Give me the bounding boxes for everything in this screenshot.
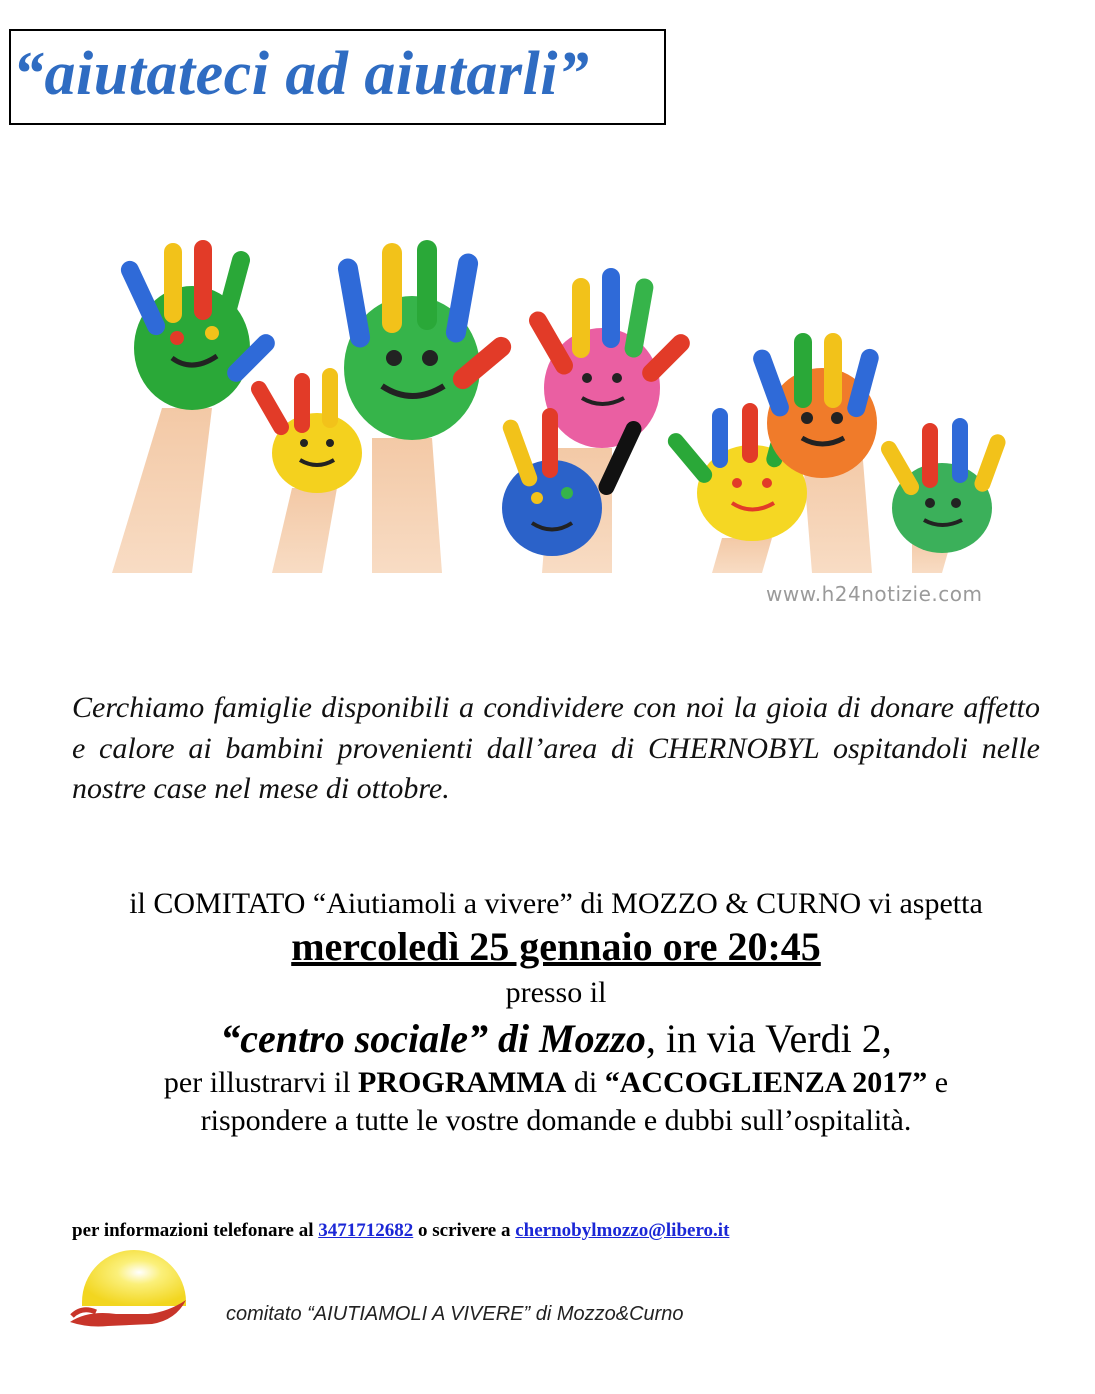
contact-line — [72, 1220, 729, 1242]
program-line — [0, 1064, 1095, 1102]
email-link[interactable]: chernobylmozzo@libero.it — [515, 1220, 730, 1241]
event-details — [0, 884, 1095, 1140]
presso-line: presso il — [505, 976, 607, 1009]
program-post: e — [927, 1066, 949, 1099]
organizer-line: il COMITATO “Aiutiamoli a vivere” di MOZZO & CURNO vi aspetta — [129, 887, 983, 920]
painted-hands-image — [72, 238, 1032, 573]
answers-line: rispondere a tutte le vostre domande e dubbi sull’ospitalità. — [200, 1104, 912, 1137]
title-box — [9, 29, 666, 125]
place-address: , in via Verdi 2, — [645, 1016, 892, 1061]
phone-link[interactable]: 3471712682 — [318, 1220, 414, 1241]
footer-committee: comitato “AIUTIAMOLI A VIVERE” di Mozzo&Curno — [226, 1303, 684, 1325]
place-name: “centro sociale” di Mozzo — [220, 1016, 646, 1061]
program-name: “ACCOGLIENZA 2017” — [604, 1066, 928, 1099]
program-label: PROGRAMMA — [358, 1066, 567, 1099]
page-title: “aiutateci ad aiutarli” — [13, 40, 590, 108]
contact-mid: o scrivere a — [413, 1220, 516, 1241]
event-date: mercoledì 25 gennaio ore 20:45 — [291, 924, 821, 969]
contact-pre: per informazioni telefonare al — [72, 1220, 319, 1241]
program-pre: per illustrarvi il — [163, 1066, 359, 1099]
intro-paragraph: Cerchiamo famiglie disponibili a condividere con noi la gioia di donare affetto e calore ai bambini provenienti dall’area di CHERNOBYL ospitandoli nelle nostre case nel mese di ottobre. — [72, 691, 1040, 805]
committee-logo — [68, 1240, 190, 1334]
event-place — [0, 1014, 1095, 1064]
photo-credit: www.h24notizie.com — [766, 582, 983, 606]
program-mid: di — [566, 1066, 605, 1099]
